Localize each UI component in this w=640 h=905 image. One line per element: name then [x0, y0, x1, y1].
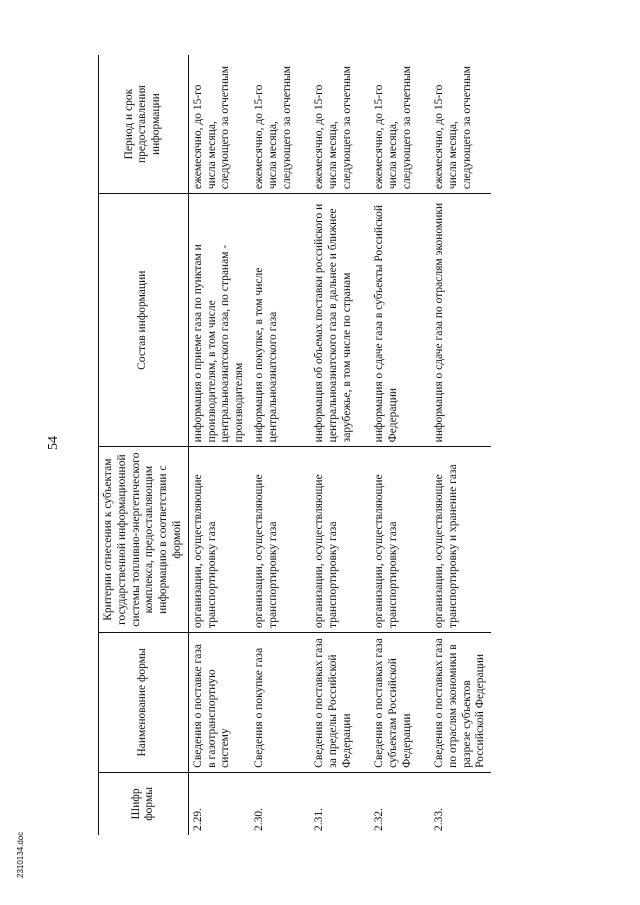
- document-footer: 2310134.doc: [16, 831, 25, 878]
- forms-table: [98, 55, 491, 835]
- cell-period: ежемесячно, до 15-го числа месяца, следующего за отчетным: [188, 55, 250, 194]
- cell-form-name: Сведения о поставках газа по отраслям экономики в разрезе субъектов Российской Федерации: [430, 632, 491, 772]
- cell-period: ежемесячно, до 15-го числа месяца, следующего за отчетным: [310, 55, 370, 194]
- cell-content: информация о приеме газа по пунктам и производителям, в том числе центральноазиатского газа, по странам - производителям: [188, 194, 250, 447]
- cell-code: 2.33.: [432, 808, 445, 831]
- cell-code: 2.32.: [372, 808, 385, 831]
- cell-code: 2.30.: [252, 808, 265, 831]
- table-row: [310, 55, 370, 835]
- header-period: Период и срок предоставления информации: [99, 55, 189, 194]
- cell-criteria: организации, осуществляющие транспортировку и хранение газа: [430, 447, 491, 633]
- header-form-name: Наименование формы: [99, 632, 189, 772]
- header-criteria: Критерии отнесения к субъектам государственной информационной системы топливно-энергетического комплекса, предоставляющим информацию в соответствии с формой: [99, 447, 189, 633]
- cell-criteria: организации, осуществляющие транспортировку газа: [188, 447, 250, 633]
- table-row: [188, 55, 250, 835]
- rotated-table-container: [98, 55, 553, 835]
- cell-content: информация о сдаче газа в субъекты Российской Федерации: [370, 194, 430, 447]
- cell-period: ежемесячно, до 15-го числа месяца, следующего за отчетным: [430, 55, 491, 194]
- cell-code: 2.31.: [312, 808, 325, 831]
- table-row: [250, 55, 310, 835]
- header-content: Состав информации: [99, 194, 189, 447]
- cell-period: ежемесячно, до 15-го числа месяца, следующего за отчетным: [250, 55, 310, 194]
- cell-content: информация об объемах поставки российского и центральноазиатского газа в дальнее и ближнее зарубежье, в том числе по странам: [310, 194, 370, 447]
- cell-criteria: организации, осуществляющие транспортировку газа: [370, 447, 430, 633]
- cell-period: ежемесячно, до 15-го числа месяца, следующего за отчетным: [370, 55, 430, 194]
- table-header-row: [99, 55, 189, 835]
- table-row: [370, 55, 430, 835]
- cell-form-name: Сведения о покупке газа: [250, 632, 310, 772]
- cell-criteria: организации, осуществляющие транспортировку газа: [250, 447, 310, 633]
- table-row: [430, 55, 491, 835]
- cell-form-name: Сведения о поставках газа за пределы Российской Федерации: [310, 632, 370, 772]
- cell-form-name: Сведения о поставках газа субъектам Российской Федерации: [370, 632, 430, 772]
- header-code: Шифр формы: [99, 772, 189, 835]
- cell-content: информация о покупке, в том числе центральноазиатского газа: [250, 194, 310, 447]
- cell-criteria: организации, осуществляющие транспортировку газа: [310, 447, 370, 633]
- page-number: 54: [46, 436, 61, 450]
- cell-form-name: Сведения о поставке газа в газотранспортную систему: [188, 632, 250, 772]
- cell-code: 2.29.: [191, 808, 204, 831]
- cell-content: информация о сдаче газа по отраслям экономики: [430, 194, 491, 447]
